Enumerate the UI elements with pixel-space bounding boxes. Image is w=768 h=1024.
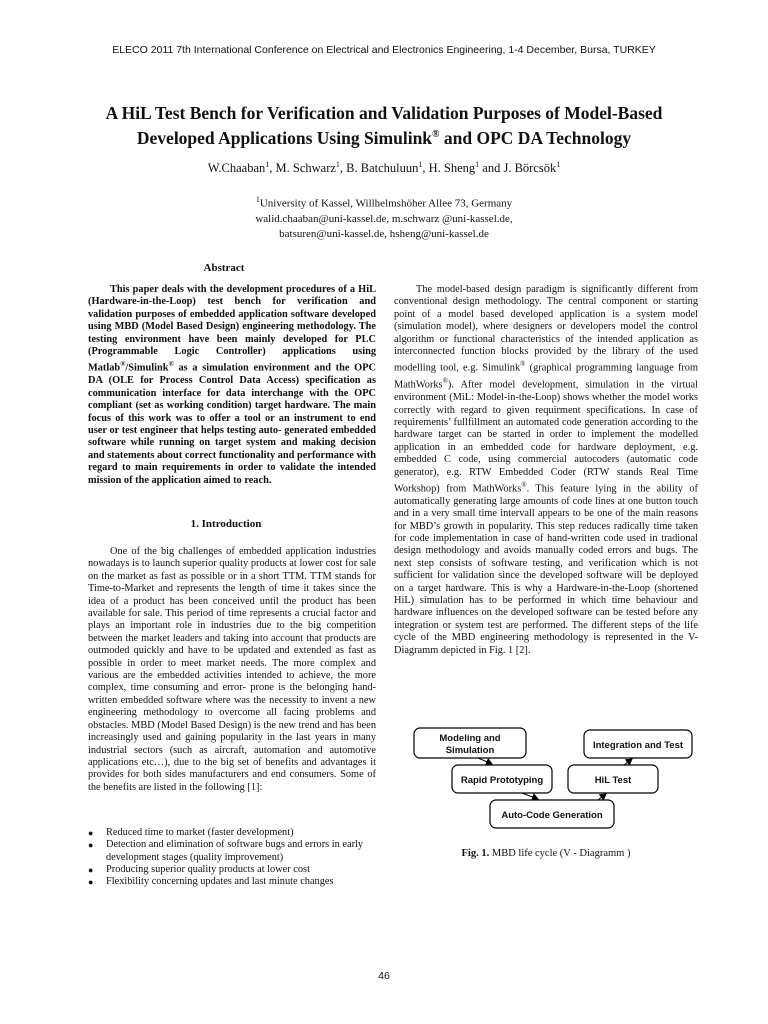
arrow-modeling-to-prototyping <box>478 758 492 764</box>
modeling-label-line-2: Simulation <box>445 745 495 756</box>
conference-header: ELECO 2011 7th International Conference on Electrical and Electronics Engineering, 1-4 December, Bursa, TURKEY <box>112 44 656 56</box>
bullet-icon: ● <box>88 840 94 851</box>
affiliation-emails-line-2: batsuren@uni-kassel.de, hsheng@uni-kassel.de <box>279 227 489 240</box>
abstract-heading: Abstract <box>203 262 245 274</box>
section-heading-introduction: 1. Introduction <box>190 518 262 530</box>
title-line-1: A HiL Test Bench for Verification and Validation Purposes of Model-Based <box>105 103 663 123</box>
list-item: ● Reduced time to market (faster development) <box>88 827 294 838</box>
bullet-icon: ● <box>88 828 94 838</box>
auto-code-generation-label: Auto-Code Generation <box>501 810 603 821</box>
rapid-prototyping-label: Rapid Prototyping <box>460 775 544 786</box>
modeling-label-line-1: Modeling and <box>439 733 501 744</box>
bullet-icon: ● <box>88 877 94 888</box>
author: B. Batchuluun$^1$, <box>346 160 429 176</box>
arrow-hil-to-integration <box>624 759 632 765</box>
integration-and-test-box <box>584 730 692 758</box>
author: H. Sheng$^1$ and <box>428 160 504 176</box>
hil-test-box <box>568 765 658 793</box>
author: J. Börcsök$^1$ <box>503 160 561 176</box>
list-item: ● Flexibility concerning updates and last minute changes <box>88 876 334 888</box>
right-column-paragraph: The model-based design paradigm is significantly different from conventional design methodology. The central component or starting point of a model based developed application is a system model (simulation model), where designers or developers model the control algorithm or functional characteristics of the intended application as interconnected function blocks provided by the library of the used modelling tool, e.g. Simulink® (graphical programming language from MathWorks®). After model development, simulation in the virtual environment (MiL: Model-in-the-Loop) shows whether the model works correctly with regard to given requirment specifications. In case of requirements’ fullfillment an automated code generation according to the hardware target can be started in order to implement the modelled application in an embedded code for hardware deployment, e.g. embedded C code, using commercial autocoders (automatic code generator), e.g. RTW Embedded Coder (RTW stands Real Time Workshop) from MathWorks®. This feature lying in the ability of automatically generating large amounts of code lines at one button touch and in a very small time intervall appears to be one of the main reasons for MBD’s growth in popularity. This step reduces radically time taken for code implementation in case of hand-written code used in tradional design methodology and avoids manually coded errors and bugs. The next step consists of software testing, and verification which is not sufficient for validation since the developed software will be deployed on a target hardware. This is why a Hardware-in-the-Loop (shortened HiL) simulation has to be performed in which time behaviour and hardware influences on the developed software can be tested before any integration or system test are performed. The different steps of the life cycle of the MBD engineering methodology is represented in the V- Diagramm depicted in Fig. 1 [2]. <box>394 284 699 656</box>
page-number: 46 <box>378 970 390 982</box>
integration-and-test-label: Integration and Test <box>592 740 684 751</box>
figure-caption-label: Fig. 1. <box>461 848 490 859</box>
list-item: ● Producing superior quality products at lower cost <box>88 863 310 875</box>
title-line-2-part-a: Developed Applications Using Simulink <box>136 127 433 148</box>
author-list <box>0 160 768 176</box>
affiliation-line: $^1$University of Kassel, Willhelmshöher Allee 73, Germany <box>255 195 513 210</box>
author: M. Schwarz$^1$, <box>275 160 347 176</box>
affiliation-block <box>0 192 768 242</box>
figure-caption-text: MBD life cycle (V - Diagramm ) <box>489 848 631 859</box>
introduction-paragraph: One of the big challenges of embedded application industries nowadays is to launch superior quality products at lower cost for sale on the market as fast as possible or in a short TTM. TTM stands for Time-to-Market and represents the length of time it takes since the idea of a product has been conceived until the product has been available for sale. This period of time represents a crucial factor and plays an important role in industries due to the big competition between the market leaders and taking into account that products are outmoded quickly and have to be updated and extended as fast as possible in order to meet market needs. The more complex and various are the embedded activities intended to achieve, the more complex, time consuming and error- prone is the belonging hand-written embedded software where was the necessity to invent a new engineering methodology to overcome all facing problems and obstacles. MBD (Model Based Design) is the new trend and has been increasingly used and gaining popularity in the last years in many industrial sectors (such as aircraft, automation and automotive applications etc…), due to the big set of benefits and advantages it provides for both sides manufacturers and end consumers. Some of the benefits are listed in the following [1]: <box>88 546 376 793</box>
paper-title <box>60 103 708 149</box>
author: W.Chaaban$^1$, <box>207 160 276 176</box>
benefits-list <box>88 827 380 888</box>
figure-caption <box>394 848 698 859</box>
v-diagram-figure <box>412 726 708 834</box>
hil-test-label: HiL Test <box>594 775 632 786</box>
abstract-text: This paper deals with the development procedures of a HiL (Hardware-in-the-Loop) test bench for verification and validation purposes of embedded application software developed using MBD (Model Based Design) engineering methodology. The testing environment have been mainly developed for PLC (Programmable Logic Controller) applications using Matlab®/Simulink® as a simulation environment and the OPC DA (OLE for Process Control Data Access) specification as communication interface for data interchange with the OPC compliant (set as working condition) target hardware. The main focus of this work was to offer a tool or an instrument to end user or test engineer that helps testing auto- generated embedded software while running on target system and making decision and statements about correct functionality and performance with regard to main requirements in order to validate the intended mission of the application aimed to reach. <box>88 284 376 486</box>
rapid-prototyping-box <box>452 765 552 793</box>
title-line-2 <box>60 124 708 149</box>
registered-mark: ® <box>432 129 440 140</box>
title-line-2-part-b: and OPC DA Technology <box>439 127 632 148</box>
arrow-prototyping-to-autocode <box>522 793 538 799</box>
affiliation-emails-line-1: walid.chaaban@uni-kassel.de, m.schwarz @uni-kassel.de, <box>255 212 513 225</box>
modeling-and-simulation-box <box>414 728 526 758</box>
list-item: ● Detection and elimination of software bugs and errors in early development stages (quality improvement) <box>88 839 364 863</box>
auto-code-generation-box <box>490 800 614 828</box>
arrow-autocode-to-hil <box>598 794 606 800</box>
bullet-icon: ● <box>88 864 94 875</box>
